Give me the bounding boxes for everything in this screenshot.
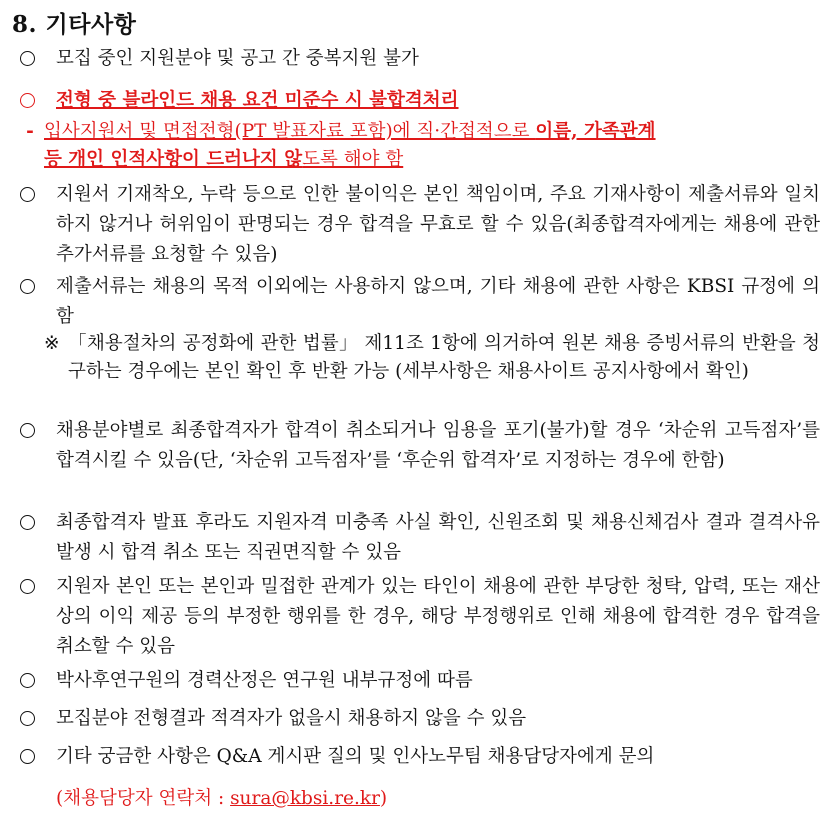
contact-email-link[interactable]: sura@kbsi.re.kr: [230, 788, 380, 809]
item-text: 최종합격자 발표 후라도 지원자격 미충족 사실 확인, 신원조회 및 채용신체검사 결과 결격사유 발생 시 합격 취소 또는 직권면직할 수 있음: [56, 512, 820, 563]
item-text: 모집 중인 지원분야 및 공고 간 중복지원 불가: [56, 48, 419, 69]
bullet-circle-icon: [20, 187, 35, 202]
bullet-circle-icon: [20, 515, 35, 530]
list-item: [20, 272, 820, 332]
list-item-blind-hiring: [20, 86, 820, 116]
contact-prefix: (채용담당자 연락처 :: [56, 788, 231, 809]
item-text: 지원자 본인 또는 본인과 밀접한 관계가 있는 타인이 채용에 관한 부당한 청탁, 압력, 또는 재산상의 이익 제공 등의 부정한 행위를 한 경우, 해당 부정행위로 인해 채용에 합격한 경우 합격을 취소할 수 있음: [56, 576, 820, 657]
section-title: 8. 기타사항: [12, 11, 137, 38]
list-item: [20, 416, 820, 476]
item-text: 기타 궁금한 사항은 Q&A 게시판 질의 및 인사노무팀 채용담당자에게 문의: [56, 746, 655, 767]
contact-line: [56, 784, 756, 814]
bullet-circle-icon: [20, 711, 35, 726]
item-text-blind-hiring: 전형 중 블라인드 채용 요건 미준수 시 불합격처리: [56, 90, 459, 111]
list-item: [20, 742, 820, 772]
list-item: [20, 572, 820, 662]
list-item: [20, 666, 820, 696]
item-text: 제출서류는 채용의 목적 이외에는 사용하지 않으며, 기타 채용에 관한 사항은 KBSI 규정에 의함: [56, 276, 820, 327]
item-text: 채용분야별로 최종합격자가 합격이 취소되거나 임용을 포기(불가)할 경우 ‘차순위 고득점자’를 합격시킬 수 있음(단, ‘차순위 고득점자’를 ‘후순위 합격자’로 지정하는 경우에 한함): [56, 420, 820, 471]
note-text: 「채용절차의 공정화에 관한 법률」 제11조 1항에 의거하여 원본 채용 증빙서류의 반환을 청구하는 경우에는 본인 확인 후 반환 가능 (세부사항은 채용사이트 공지사항에서 확인): [68, 333, 820, 382]
bullet-circle-icon: [20, 579, 35, 594]
list-item: [20, 44, 820, 74]
contact-suffix: ): [379, 788, 388, 809]
bullet-circle-icon: [20, 749, 35, 764]
dash-bullet: -: [26, 121, 34, 142]
bullet-circle-icon: [20, 51, 35, 66]
item-text: 모집분야 전형결과 적격자가 없을시 채용하지 않을 수 있음: [56, 708, 527, 729]
bullet-circle-icon: [20, 279, 35, 294]
item-text: 박사후연구원의 경력산정은 연구원 내부규정에 따름: [56, 670, 473, 691]
list-item: [20, 508, 820, 568]
bullet-circle-icon: [20, 93, 35, 108]
note-mark: ※: [44, 333, 60, 354]
sub-item-blind-detail: 입사지원서 및 면접전형(PT 발표자료 포함)에 직·간접적으로 이름, 가족관계 등 개인 인적사항이 드러나지 않도록 해야 함: [44, 121, 656, 170]
note-item: [44, 330, 820, 386]
bullet-circle-icon: [20, 673, 35, 688]
list-item: [20, 704, 820, 734]
bullet-circle-icon: [20, 423, 35, 438]
item-text: 지원서 기재착오, 누락 등으로 인한 불이익은 본인 책임이며, 주요 기재사항이 제출서류와 일치하지 않거나 허위임이 판명되는 경우 합격을 무효로 할 수 있음(최종합격자에게는 채용에 관한 추가서류를 요청할 수 있음): [56, 184, 820, 265]
list-item: [20, 180, 820, 270]
